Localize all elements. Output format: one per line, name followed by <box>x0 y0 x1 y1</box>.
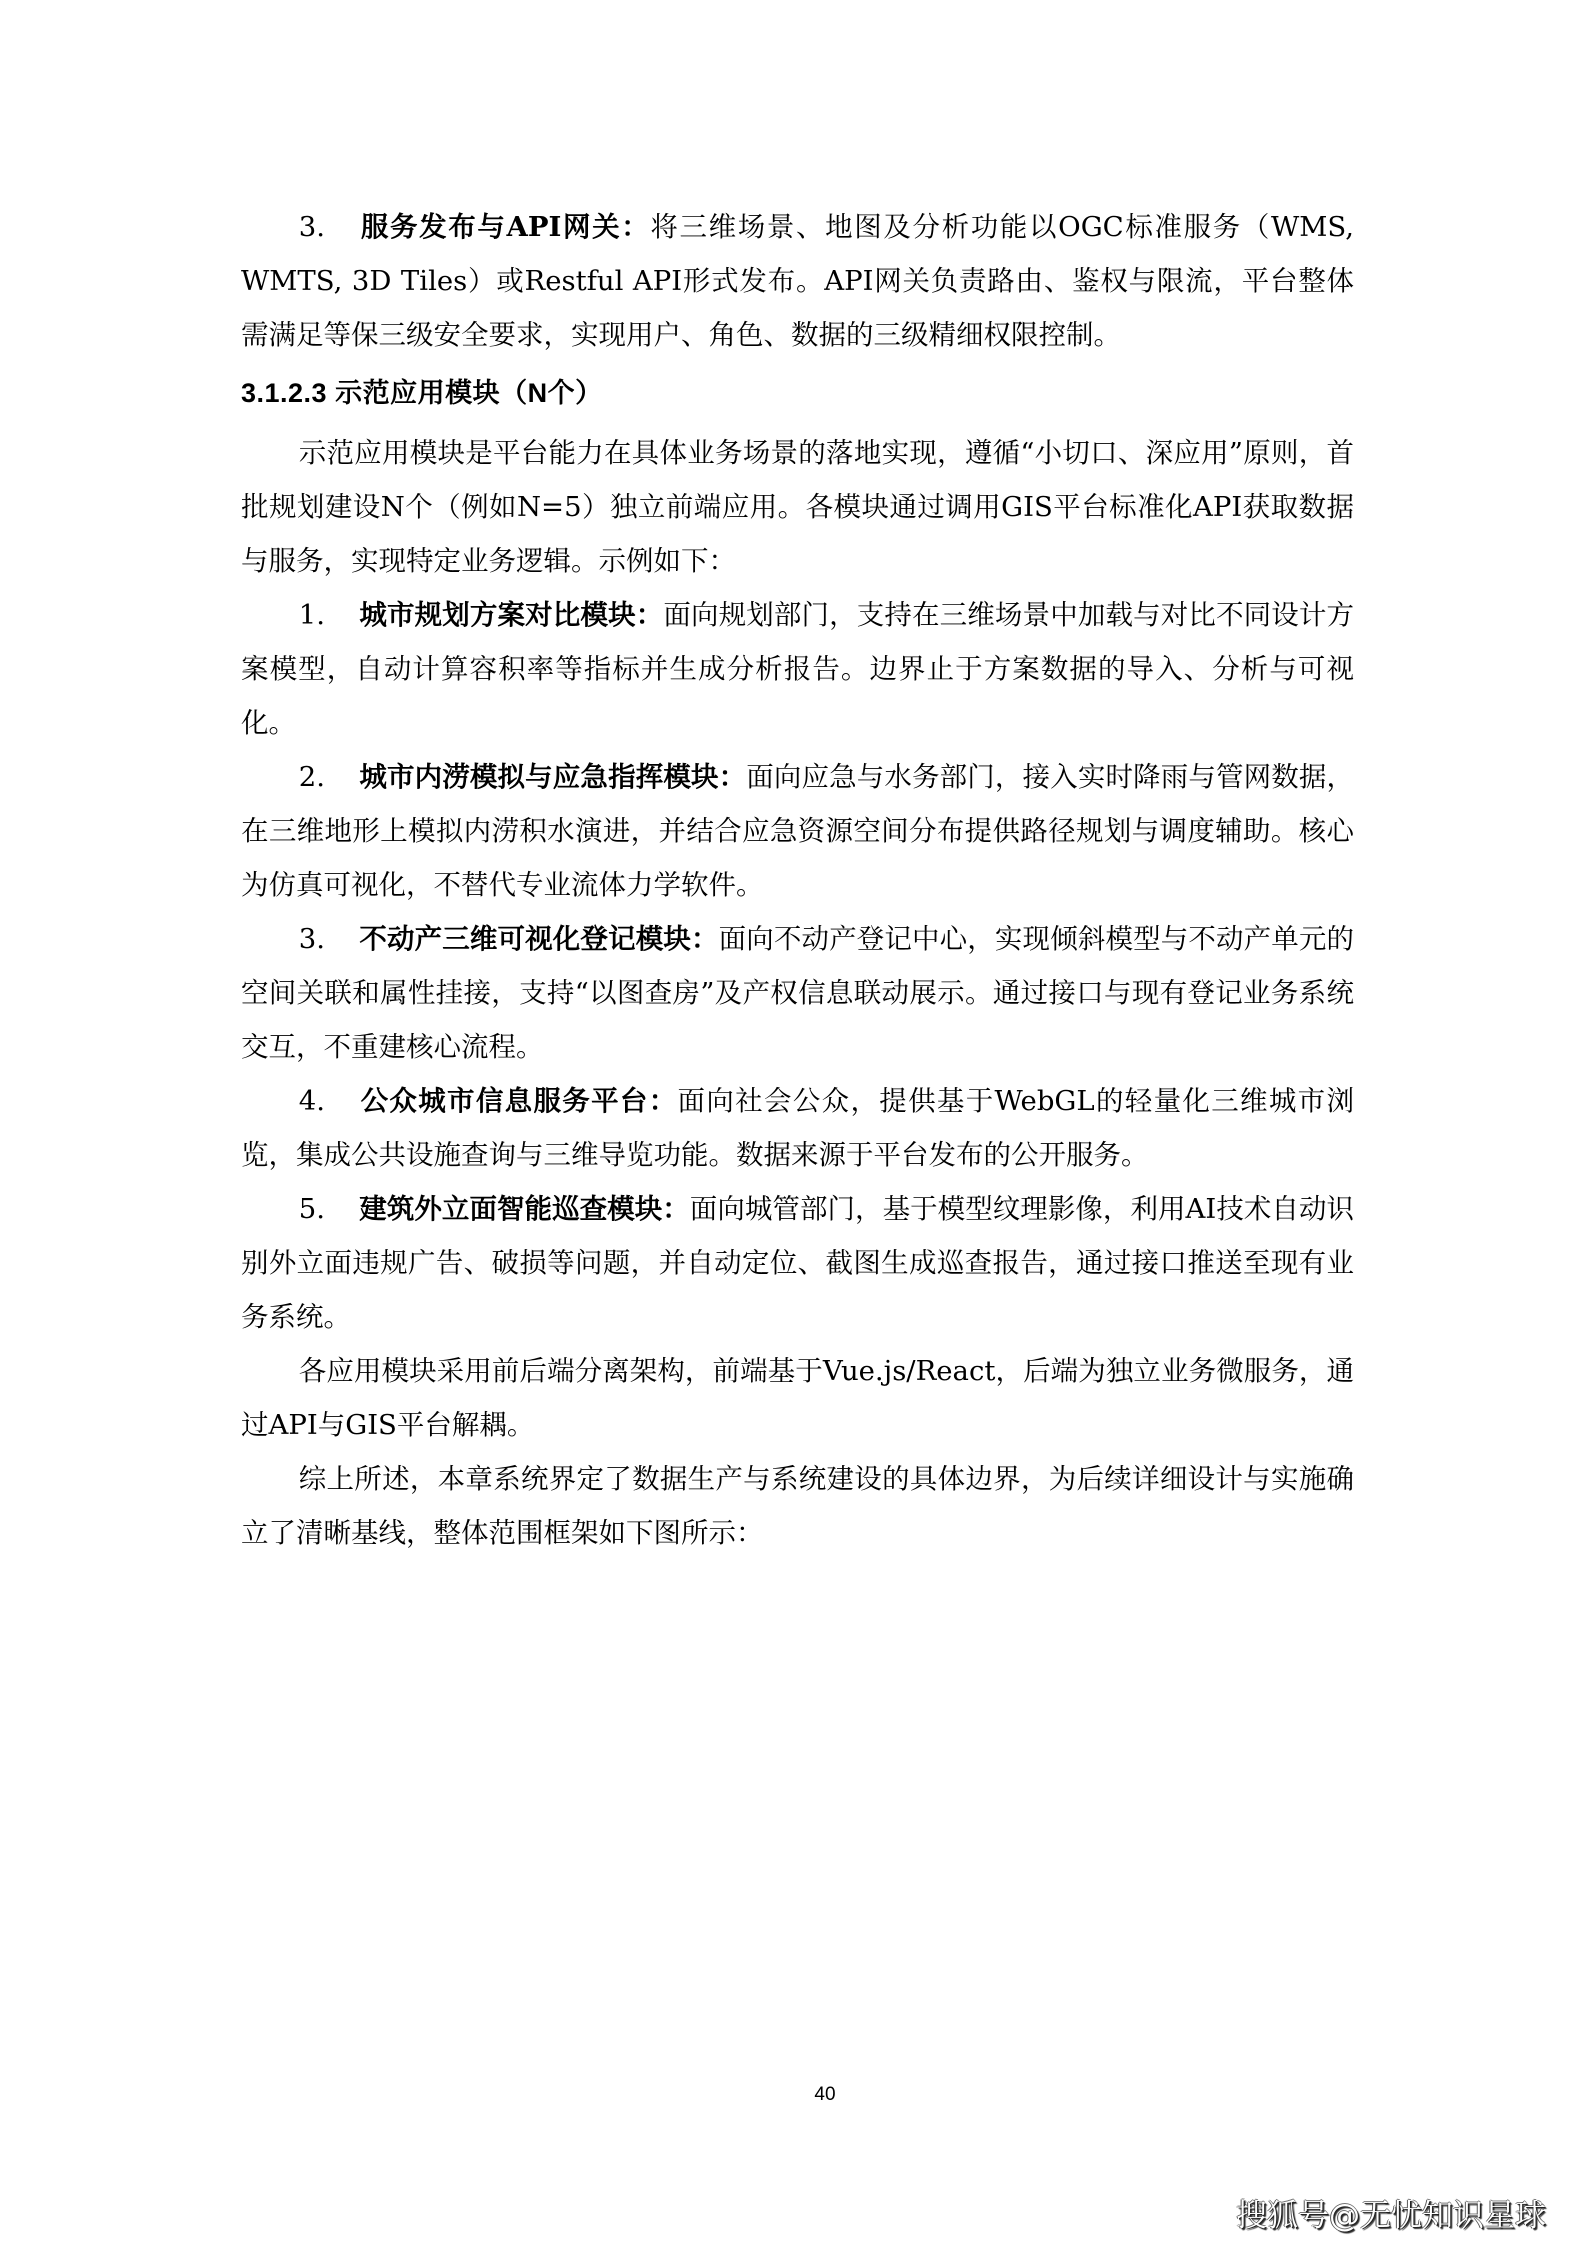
module-label: 城市规划方案对比模块： <box>359 599 664 631</box>
page-number: 40 <box>814 2084 836 2105</box>
module-label: 城市内涝模拟与应急指挥模块： <box>359 761 747 793</box>
module-item <box>241 750 1354 912</box>
module-item <box>241 912 1354 1074</box>
list-number: 5. <box>298 1193 325 1225</box>
list-number: 2. <box>298 761 325 793</box>
list-item-api-gateway <box>241 200 1354 362</box>
list-number: 3. <box>298 923 325 955</box>
watermark: 搜狐号@无忧知识星球 <box>1236 2198 1546 2234</box>
summary-paragraph: 综上所述，本章系统界定了数据生产与系统建设的具体边界，为后续详细设计与实施确立了清晰基线，整体范围框架如下图所示： <box>241 1463 1354 1549</box>
module-item <box>241 588 1354 750</box>
page-body <box>241 200 1354 1560</box>
intro-paragraph: 示范应用模块是平台能力在具体业务场景的落地实现，遵循“小切口、深应用”原则，首批规划建设N个（例如N=5）独立前端应用。各模块通过调用GIS平台标准化API获取数据与服务，实现特定业务逻辑。示例如下： <box>241 437 1354 577</box>
section-heading: 3.1.2.3 示范应用模块（N个） <box>241 378 603 408</box>
module-item <box>241 1074 1354 1182</box>
module-label: 公众城市信息服务平台： <box>359 1085 678 1117</box>
module-label: 不动产三维可视化登记模块： <box>359 923 719 955</box>
module-text: 面向应急与水务部门，接入实时降雨与管网数据，在三维地形上模拟内涝积水演进，并结合应急资源空间分布提供路径规划与调度辅助。核心为仿真可视化，不替代专业流体力学软件。 <box>241 761 1355 901</box>
list-number: 3. <box>298 211 325 243</box>
module-item <box>241 1182 1354 1344</box>
list-number: 4. <box>298 1085 325 1117</box>
list-item-label: 服务发布与API网关： <box>359 211 651 243</box>
module-text: 面向城管部门，基于模型纹理影像，利用AI技术自动识别外立面违规广告、破损等问题，并自动定位、截图生成巡查报告，通过接口推送至现有业务系统。 <box>241 1193 1354 1333</box>
list-number: 1. <box>298 599 325 631</box>
list-item-text: 将三维场景、地图及分析功能以OGC标准服务（WMS, WMTS, 3D Tiles）或Restful API形式发布。API网关负责路由、鉴权与限流，平台整体需满足等保三级安全要求，实现用户、角色、数据的三级精细权限控制。 <box>241 211 1354 351</box>
module-label: 建筑外立面智能巡查模块： <box>359 1193 690 1225</box>
module-text: 面向不动产登记中心，实现倾斜模型与不动产单元的空间关联和属性挂接，支持“以图查房”及产权信息联动展示。通过接口与现有登记业务系统交互，不重建核心流程。 <box>241 923 1355 1063</box>
architecture-paragraph: 各应用模块采用前后端分离架构，前端基于Vue.js/React，后端为独立业务微服务，通过API与GIS平台解耦。 <box>241 1355 1354 1441</box>
module-text: 面向社会公众，提供基于WebGL的轻量化三维城市浏览，集成公共设施查询与三维导览功能。数据来源于平台发布的公开服务。 <box>241 1085 1354 1171</box>
module-text: 面向规划部门，支持在三维场景中加载与对比不同设计方案模型，自动计算容积率等指标并生成分析报告。边界止于方案数据的导入、分析与可视化。 <box>241 599 1355 739</box>
